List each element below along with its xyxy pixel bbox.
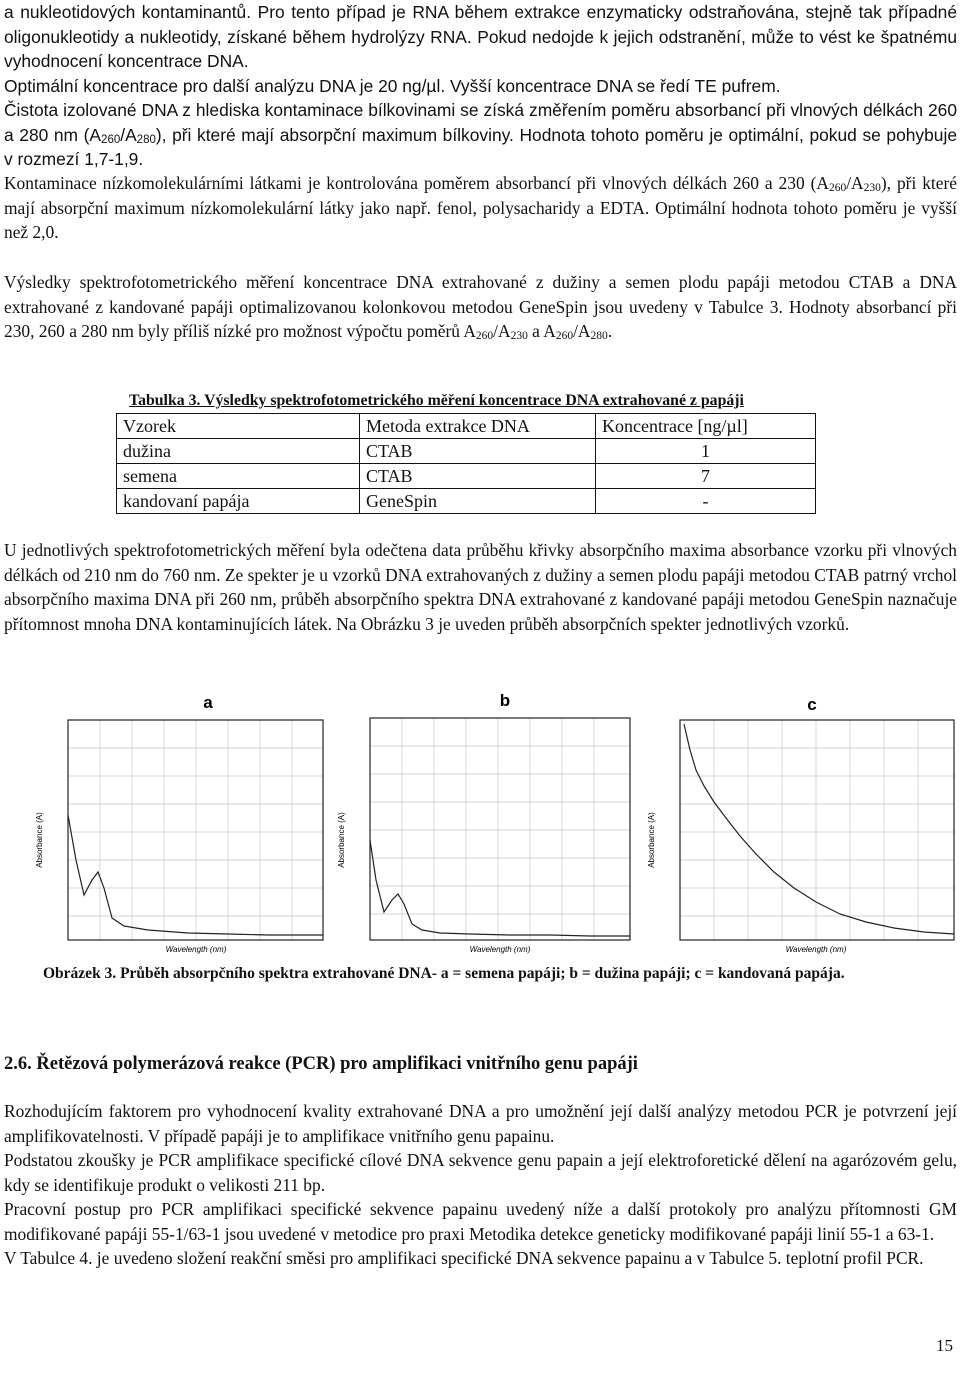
paragraph-tables-reference: V Tabulce 4. je uvedeno složení reakční směsi pro amplifikaci specifické DNA sekvence papainu a v Tabulce 5. teplotní profil PCR. xyxy=(4,1248,924,1268)
figure-panel-a xyxy=(28,690,328,958)
figure-panel-c xyxy=(640,690,958,958)
table-caption-text: Výsledky spektrofotometrického měření koncentrace DNA extrahované z papáji xyxy=(200,392,744,409)
table-header-cell: Koncentrace [ng/µl] xyxy=(596,414,816,439)
y-axis-label-b: Absorbance (A) xyxy=(337,812,346,868)
paragraph-contaminants: a nukleotidových kontaminantů. Pro tento případ je RNA během extrakce enzymaticky odstraňována, stejně tak případné oligonukleotidy a nukleotidy, získané během hydrolýzy RNA. Pokud nedojde k jejich odstranění, může to vést ke špatnému vyhodnocení koncentrace DNA. xyxy=(4,2,957,71)
table-caption-label: Tabulka 3. xyxy=(129,392,201,409)
figure-caption xyxy=(43,962,957,985)
section-heading xyxy=(4,1052,638,1077)
table-cell: kandovaní papája xyxy=(117,489,360,514)
paragraph-low-molecular-contamination: Kontaminace nízkomolekulárními látkami je kontrolována poměrem absorbancí při vlnových délkách 260 a 230 (A260/A230), při které mají absorpční maximum nízkomolekulární látky jako např. fenol, polysacharidy a EDTA. Optimální hodnota tohoto poměru je vyšší než 2,0. xyxy=(4,173,957,242)
paragraph-principle: Podstatou zkoušky je PCR amplifikace specifické cílové DNA sekvence genu papain a její elektroforetické dělení na agarózovém gelu, kdy se identifikuje produkt o velikosti 211 bp. xyxy=(4,1150,957,1195)
section-title: Řetězová polymerázová reakce (PCR) pro amplifikaci vnitřního genu papáji xyxy=(36,1054,638,1074)
low-molecular-block xyxy=(4,171,957,245)
table-cell: CTAB xyxy=(360,439,596,464)
section-number: 2.6. xyxy=(4,1054,32,1074)
pcr-block xyxy=(4,1099,957,1271)
results-table xyxy=(116,413,816,514)
spectra-block xyxy=(4,538,957,636)
figure-panel-b xyxy=(330,690,635,958)
table-caption xyxy=(129,391,829,411)
table-cell: - xyxy=(596,489,816,514)
table-cell: 1 xyxy=(596,439,816,464)
paragraph-amplifiability: Rozhodujícím faktorem pro vyhodnocení kvality extrahované DNA a pro umožnění její další analýzy metodou PCR je potvrzení její amplifikovatelnosti. V případě papáji je to amplifikace vnitřního genu papainu. xyxy=(4,1101,957,1146)
table-cell: 7 xyxy=(596,464,816,489)
spectrum-plot-a xyxy=(28,690,328,958)
table-row xyxy=(117,464,816,489)
table-header-cell: Vzorek xyxy=(117,414,360,439)
paragraph-protein-purity: Čistota izolované DNA z hlediska kontaminace bílkovinami se získá změřením poměru absorbancí při vlnových délkách 260 a 280 nm (A260/A280), při které mají absorpční maximum bílkoviny. Hodnota tohoto poměru je optimální, pokud se pohybuje v rozmezí 1,7-1,9. xyxy=(4,100,957,169)
panel-label-b: b xyxy=(499,691,511,710)
panel-label-c: c xyxy=(807,695,817,714)
spectrum-plot-b xyxy=(330,690,635,958)
figure-caption-label: Obrázek 3. xyxy=(43,965,117,982)
y-axis-label-a: Absorbance (A) xyxy=(35,812,44,868)
y-axis-label-c: Absorbance (A) xyxy=(647,812,656,868)
results-block xyxy=(4,270,957,344)
x-axis-label-a: Wavelength (nm) xyxy=(165,945,227,954)
table-cell: GeneSpin xyxy=(360,489,596,514)
intro-block xyxy=(4,0,957,172)
x-axis-label-b: Wavelength (nm) xyxy=(469,945,531,954)
paragraph-procedure: Pracovní postup pro PCR amplifikaci specifické sekvence papainu uvedený níže a další protokoly pro analýzu přítomnosti GM modifikované papáji 55-1/63-1 jsou uvedené v metodice pro praxi Metodika detekce geneticky modifikované papáji linií 55-1 a 63-1. xyxy=(4,1199,957,1244)
table-row xyxy=(117,439,816,464)
table-cell: dužina xyxy=(117,439,360,464)
paragraph-spectra: U jednotlivých spektrofotometrických měření byla odečtena data průběhu křivky absorpčního maxima absorbance vzorku při vlnových délkách od 210 nm do 760 nm. Ze spekter je u vzorků DNA extrahovaných z dužiny a semen plodu papáji metodou CTAB patrný vrchol absorpčního maxima DNA při 260 nm, průběh absorpčního spektra DNA extrahované z kandované papáji metodou GeneSpin naznačuje přítomnost mnoha DNA kontaminujících látek. Na Obrázku 3 je uveden průběh absorpčních spekter jednotlivých vzorků. xyxy=(4,540,957,634)
paragraph-optimal-concentration: Optimální koncentrace pro další analýzu DNA je 20 ng/µl. Vyšší koncentrace DNA se ředí TE pufrem. xyxy=(4,75,781,96)
table-cell: semena xyxy=(117,464,360,489)
panel-label-a: a xyxy=(203,693,213,712)
page-number: 15 xyxy=(936,1336,953,1355)
table-header-cell: Metoda extrakce DNA xyxy=(360,414,596,439)
table-row xyxy=(117,489,816,514)
x-axis-label-c: Wavelength (nm) xyxy=(785,945,847,954)
table-header-row xyxy=(117,414,816,439)
table-cell: CTAB xyxy=(360,464,596,489)
spectrum-plot-c xyxy=(640,690,958,958)
paragraph-results: Výsledky spektrofotometrického měření koncentrace DNA extrahované z dužiny a semen plodu papáji metodou CTAB a DNA extrahované z kandované papáji optimalizovanou kolonkovou metodou GeneSpin jsou uvedeny v Tabulce 3. Hodnoty absorbancí při 230, 260 a 280 nm byly příliš nízké pro možnost výpočtu poměrů A260/A230 a A260/A280. xyxy=(4,272,957,342)
figure-caption-text: Průběh absorpčního spektra extrahované DNA- a = semena papáji; b = dužina papáji; c = kandovaná papája. xyxy=(116,965,845,982)
